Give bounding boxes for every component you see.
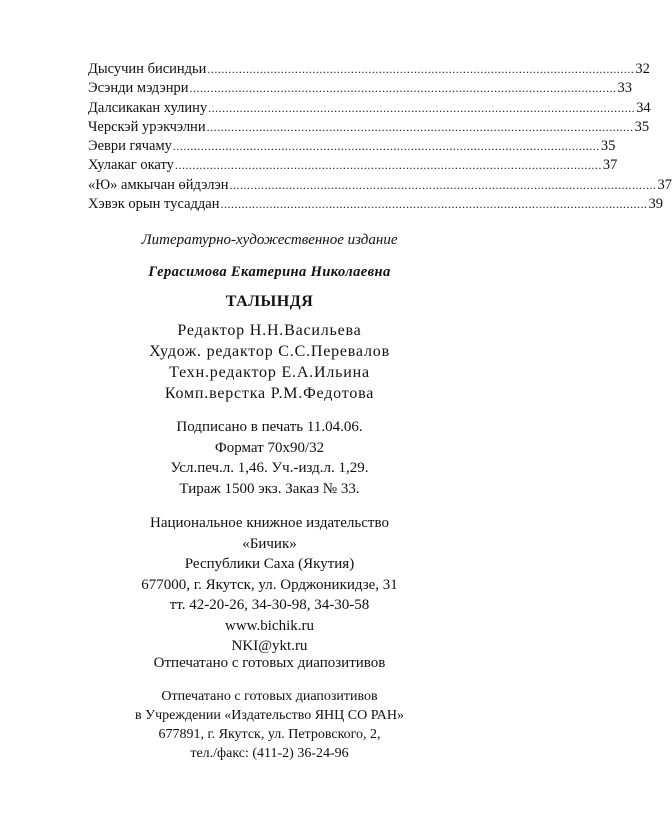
publisher-brand: «Бичик» xyxy=(242,535,297,552)
toc-entry-page: 37 xyxy=(657,176,672,193)
print-run-order: Тираж 1500 экз. Заказ № 33. xyxy=(179,480,360,497)
toc-leader-dots: .......................................................................................................................... xyxy=(206,119,634,134)
publisher-website: www.bichik.ru xyxy=(224,617,314,634)
credit-tech-editor: Техн.редактор Е.А.Ильина xyxy=(169,364,370,381)
toc-entry-title: Эсэнди мэдэнри xyxy=(88,80,189,97)
toc-entry-page: 35 xyxy=(600,138,616,155)
toc-entry-title: Черскэй урэкчэлни xyxy=(88,118,206,135)
print-signed-date: Подписано в печать 11.04.06. xyxy=(176,419,363,435)
toc-entry-page: 32 xyxy=(635,61,650,77)
toc-entry xyxy=(88,60,650,79)
toc-entry xyxy=(88,137,616,156)
printer-phone: тел./факс: (411-2) 36-24-96 xyxy=(190,746,349,761)
printer-note: Отпечатано с готовых диапозитивов xyxy=(161,689,378,704)
toc-entry xyxy=(88,79,632,98)
publisher-email: NKI@ykt.ru xyxy=(231,638,308,654)
credit-editor: Редактор Н.Н.Васильева xyxy=(177,322,362,339)
toc-entry xyxy=(88,156,618,175)
author-name: Герасимова Екатерина Николаевна xyxy=(148,264,391,280)
edition-type: Литературно-художественное издание xyxy=(141,232,398,248)
toc-leader-dots: .......................................................................................................................... xyxy=(220,197,648,212)
toc-entry xyxy=(88,118,650,137)
toc-entry-title: Эеври гячаму xyxy=(88,138,172,155)
toc-entry-title: Дысучин бисиндьи xyxy=(88,61,207,77)
toc-entry-title: Хулакаг окату xyxy=(88,157,174,174)
table-of-contents xyxy=(88,60,672,214)
printer-address: 677891, г. Якутск, ул. Петровского, 2, xyxy=(158,727,381,742)
credit-layout: Комп.верстка Р.М.Федотова xyxy=(164,385,375,402)
print-info-block xyxy=(0,417,539,499)
printer-block xyxy=(0,687,539,763)
toc-leader-dots: .......................................................................................................................... xyxy=(208,100,636,115)
printed-from-note: Отпечатано с готовых диапозитивов xyxy=(153,655,386,671)
credit-art-editor: Худож. редактор С.С.Перевалов xyxy=(149,343,390,360)
toc-entry xyxy=(88,99,651,118)
toc-entry-title: Хэвэк орын тусаддан xyxy=(88,196,220,213)
publisher-region: Республики Саха (Якутия) xyxy=(184,556,355,572)
toc-leader-dots: .......................................................................................................................... xyxy=(172,139,600,154)
toc-leader-dots: .......................................................................................................................... xyxy=(207,62,635,76)
toc-entry xyxy=(88,195,663,214)
print-format: Формат 70х90/32 xyxy=(214,439,325,456)
publisher-phones: тт. 42-20-26, 34-30-98, 34-30-58 xyxy=(169,597,370,613)
toc-entry-title: «Ю» амкычан өйдэлэн xyxy=(88,176,229,193)
toc-entry-page: 33 xyxy=(617,80,632,97)
toc-entry xyxy=(88,176,672,195)
toc-leader-dots: .......................................................................................................................... xyxy=(174,158,602,173)
toc-entry-page: 37 xyxy=(602,157,618,174)
credits-block xyxy=(0,320,539,404)
toc-entry-page: 39 xyxy=(648,196,663,213)
toc-leader-dots: .......................................................................................................................... xyxy=(189,81,617,96)
print-sheets: Усл.печ.л. 1,46. Уч.-изд.л. 1,29. xyxy=(170,460,369,476)
publisher-name: Национальное книжное издательство xyxy=(150,515,389,531)
book-title: ТАЛЫНДЯ xyxy=(225,293,314,310)
publisher-address: 677000, г. Якутск, ул. Орджоникидзе, 31 xyxy=(141,576,398,593)
toc-leader-dots: .......................................................................................................................... xyxy=(229,177,657,192)
publisher-block xyxy=(0,513,539,657)
toc-entry-title: Далсикакан хулину xyxy=(88,99,208,116)
toc-entry-page: 34 xyxy=(636,99,651,116)
printer-name: в Учреждении «Издательство ЯНЦ СО РАН» xyxy=(135,708,404,723)
toc-entry-page: 35 xyxy=(634,118,650,135)
